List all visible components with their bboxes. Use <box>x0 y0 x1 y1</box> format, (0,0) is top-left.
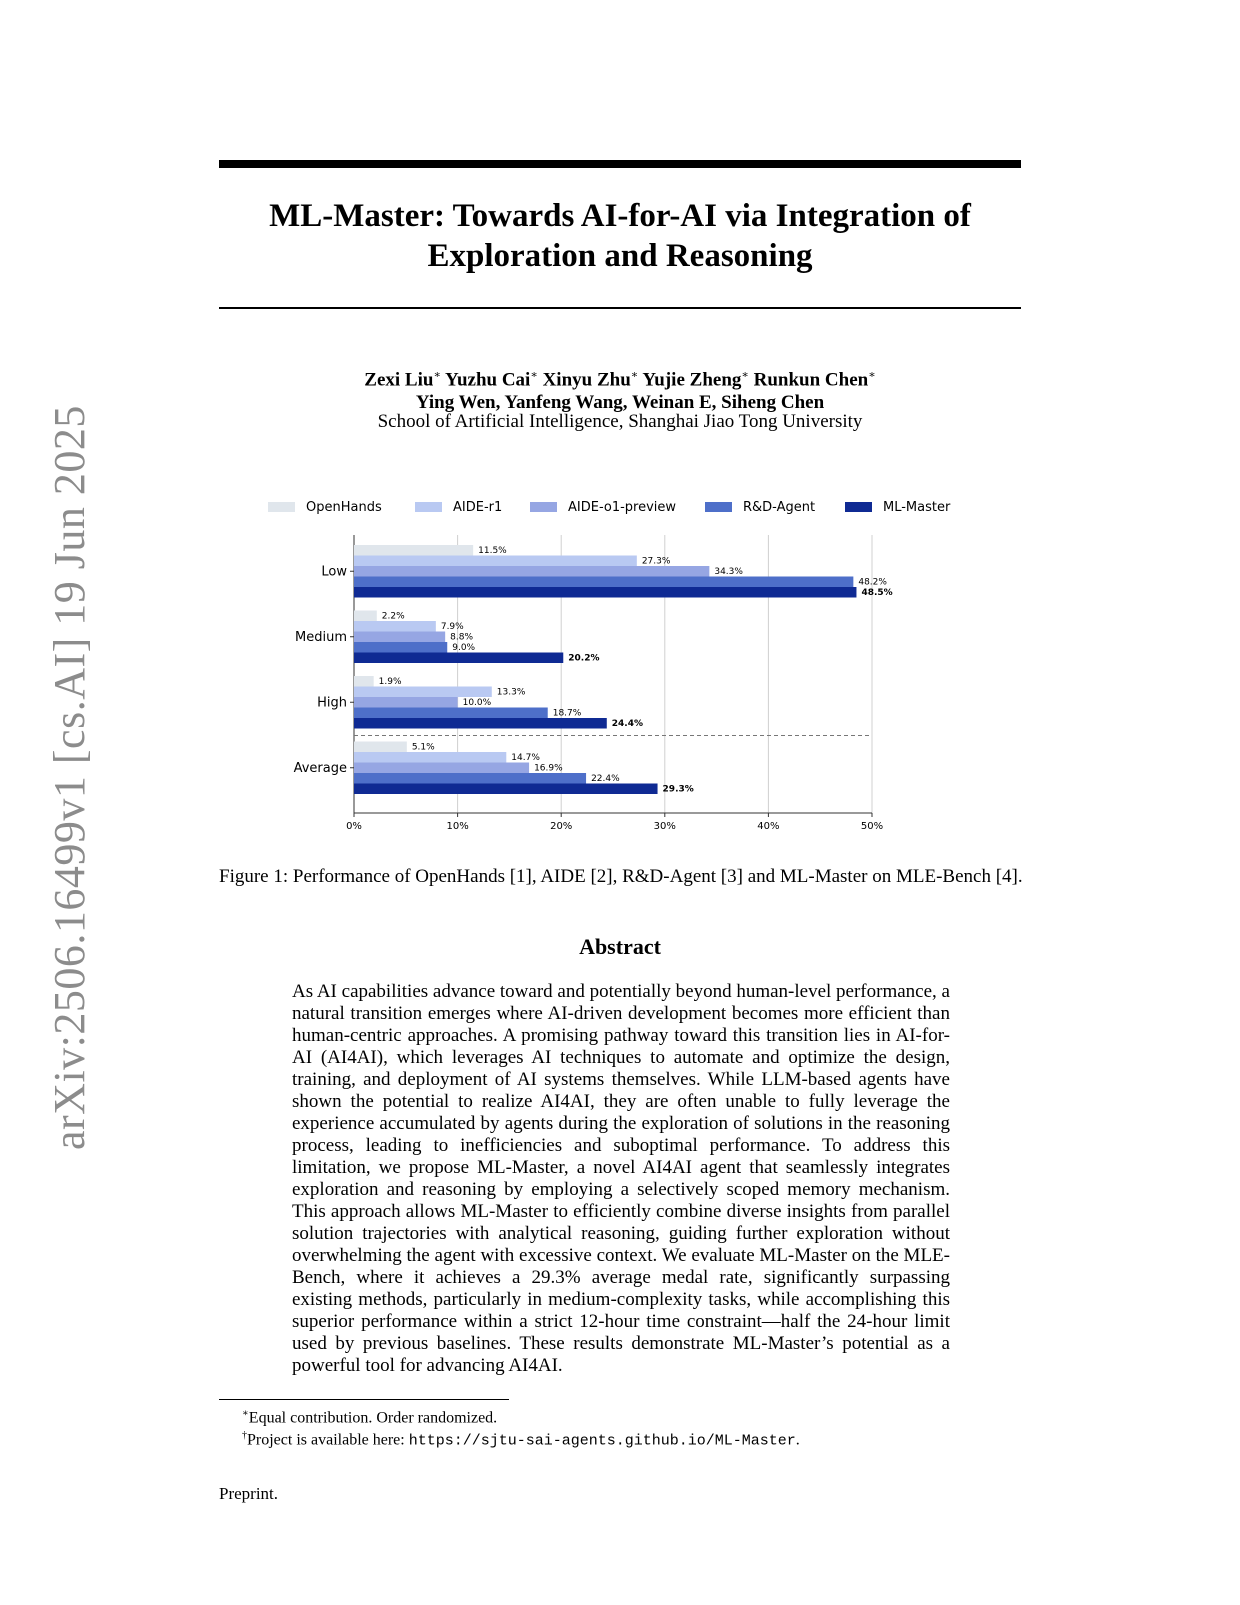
bar <box>354 587 856 598</box>
category-label: High <box>317 695 347 711</box>
x-tick-label: 20% <box>550 821 573 832</box>
bar <box>354 642 447 653</box>
footnote-end: . <box>795 1431 800 1449</box>
data-label: 8.8% <box>450 632 474 643</box>
data-label: 11.5% <box>478 546 507 556</box>
data-label: 7.9% <box>440 622 464 632</box>
legend-label: OpenHands <box>306 500 382 515</box>
legend-swatch <box>268 502 295 512</box>
bar <box>354 752 506 763</box>
x-tick-label: 10% <box>446 821 469 832</box>
bar <box>354 687 492 698</box>
data-label: 48.5% <box>861 588 893 598</box>
bar <box>354 653 563 664</box>
author-name: Zexi Liu <box>364 369 434 391</box>
author-name: Runkun Chen <box>753 369 869 391</box>
author-equal-mark: ∗ <box>530 369 538 381</box>
data-label: 48.2% <box>858 577 887 588</box>
legend-swatch <box>845 502 872 512</box>
performance-bar-chart <box>250 500 990 850</box>
data-label: 14.7% <box>511 753 540 763</box>
legend-label: ML-Master <box>883 500 951 515</box>
footnote-project <box>242 1426 800 1451</box>
data-label: 29.3% <box>662 784 694 795</box>
bar <box>354 718 607 729</box>
affiliation: School of Artificial Intelligence, Shanghai Jiao Tong University <box>377 411 863 432</box>
bar <box>354 566 709 577</box>
legend-swatch <box>530 502 557 512</box>
x-tick-label: 0% <box>346 821 362 832</box>
author-equal-mark: ∗ <box>868 369 876 381</box>
abstract-text: As AI capabilities advance toward and potentially beyond human-level performance, a natural transition emerges where AI-driven development becomes more efficient than human-centric approaches. A promising pathway toward this transition lies in AI-for-AI (AI4AI), which leverages AI techniques to automate and optimize the design, training, and deployment of AI systems themselves. While LLM-based agents have shown the potential to realize AI4AI, they are often unable to fully leverage the experience accumulated by agents during the exploration of solutions in the reasoning process, leading to inefficiencies and suboptimal performance. To address this limitation, we propose ML-Master, a novel AI4AI agent that seamlessly integrates exploration and reasoning by employing a selectively scoped memory mechanism. This approach allows ML-Master to efficiently combine diverse insights from parallel solution trajectories with analytical reasoning, guiding further exploration without overwhelming the agent with excessive context. We evaluate ML-Master on the MLE-Bench, where it achieves a 29.3% average medal rate, significantly surpassing existing methods, particularly in medium-complexity tasks, while accomplishing this superior performance within a strict 12-hour time constraint—half the 24-hour limit used by previous baselines. These results demonstrate ML-Master’s potential as a powerful tool for advancing AI4AI. <box>292 981 950 1376</box>
authors-line-1 <box>219 364 1021 391</box>
bar <box>354 577 853 588</box>
authors-line-2: Ying Wen, Yanfeng Wang, Weinan E, Siheng Chen <box>415 392 825 414</box>
data-label: 13.3% <box>496 687 526 698</box>
bar <box>354 773 586 784</box>
author-name: Yujie Zheng <box>642 369 742 391</box>
footnote-equal-contribution <box>242 1404 497 1428</box>
legend-label: AIDE-r1 <box>453 500 503 515</box>
author-name: Yuzhu Cai <box>444 369 531 391</box>
x-tick-label: 40% <box>757 821 780 832</box>
bar <box>354 763 529 774</box>
arxiv-identifier: arXiv:2506.16499v1 [cs.AI] 19 Jun 2025 <box>45 405 94 1150</box>
title-top-rule <box>219 160 1021 168</box>
bar <box>354 708 548 719</box>
legend-swatch <box>705 502 732 512</box>
author-name: Xinyu Zhu <box>542 369 631 391</box>
author-equal-mark: ∗ <box>630 369 639 381</box>
legend-label: R&D-Agent <box>743 500 816 515</box>
bar <box>354 676 374 687</box>
footnote-text: Project is available here: <box>247 1431 409 1449</box>
author-equal-mark: ∗ <box>741 369 749 381</box>
abstract-heading: Abstract <box>579 934 661 959</box>
data-label: 16.9% <box>534 763 563 774</box>
bar <box>354 742 407 753</box>
data-label: 20.2% <box>568 653 600 664</box>
paper-title <box>219 196 1021 276</box>
data-label: 9.0% <box>452 643 476 653</box>
data-label: 18.7% <box>552 708 582 719</box>
title-bottom-rule <box>219 307 1021 309</box>
footnote-text: Equal contribution. Order randomized. <box>248 1409 498 1427</box>
data-label: 2.2% <box>381 611 405 622</box>
category-label: Medium <box>295 629 347 645</box>
footnote-mark: † <box>242 1430 247 1441</box>
category-label: Low <box>321 564 347 580</box>
bar <box>354 784 658 795</box>
author-equal-mark: ∗ <box>433 369 441 381</box>
bar <box>354 556 637 567</box>
footnote-rule <box>219 1399 509 1400</box>
data-label: 34.3% <box>714 567 743 577</box>
data-label: 27.3% <box>641 556 671 567</box>
title-line-2: Exploration and Reasoning <box>427 238 813 274</box>
footnote-mark: ∗ <box>242 1408 249 1419</box>
x-tick-label: 30% <box>653 821 676 832</box>
bar <box>354 621 436 632</box>
legend-label: AIDE-o1-preview <box>568 500 677 515</box>
data-label: 1.9% <box>378 677 402 687</box>
bar <box>354 632 445 643</box>
x-tick-label: 50% <box>860 821 884 832</box>
project-url-link[interactable]: https://sjtu-sai-agents.github.io/ML-Master <box>408 1432 796 1450</box>
title-line-1: ML-Master: Towards AI-for-AI via Integration of <box>269 198 971 234</box>
data-label: 5.1% <box>411 742 435 753</box>
data-label: 24.4% <box>611 719 644 729</box>
data-label: 10.0% <box>462 698 492 708</box>
bar <box>354 611 377 622</box>
legend-swatch <box>415 502 442 512</box>
figure-caption: Figure 1: Performance of OpenHands [1], AIDE [2], R&D-Agent [3] and ML-Master on MLE-Bench [4]. <box>219 866 1023 887</box>
author-list <box>219 364 1021 414</box>
data-label: 22.4% <box>591 774 620 784</box>
figure-1 <box>250 500 990 850</box>
bar <box>354 697 458 708</box>
category-label: Average <box>293 760 347 776</box>
bar <box>354 545 473 556</box>
preprint-label: Preprint. <box>219 1484 279 1503</box>
